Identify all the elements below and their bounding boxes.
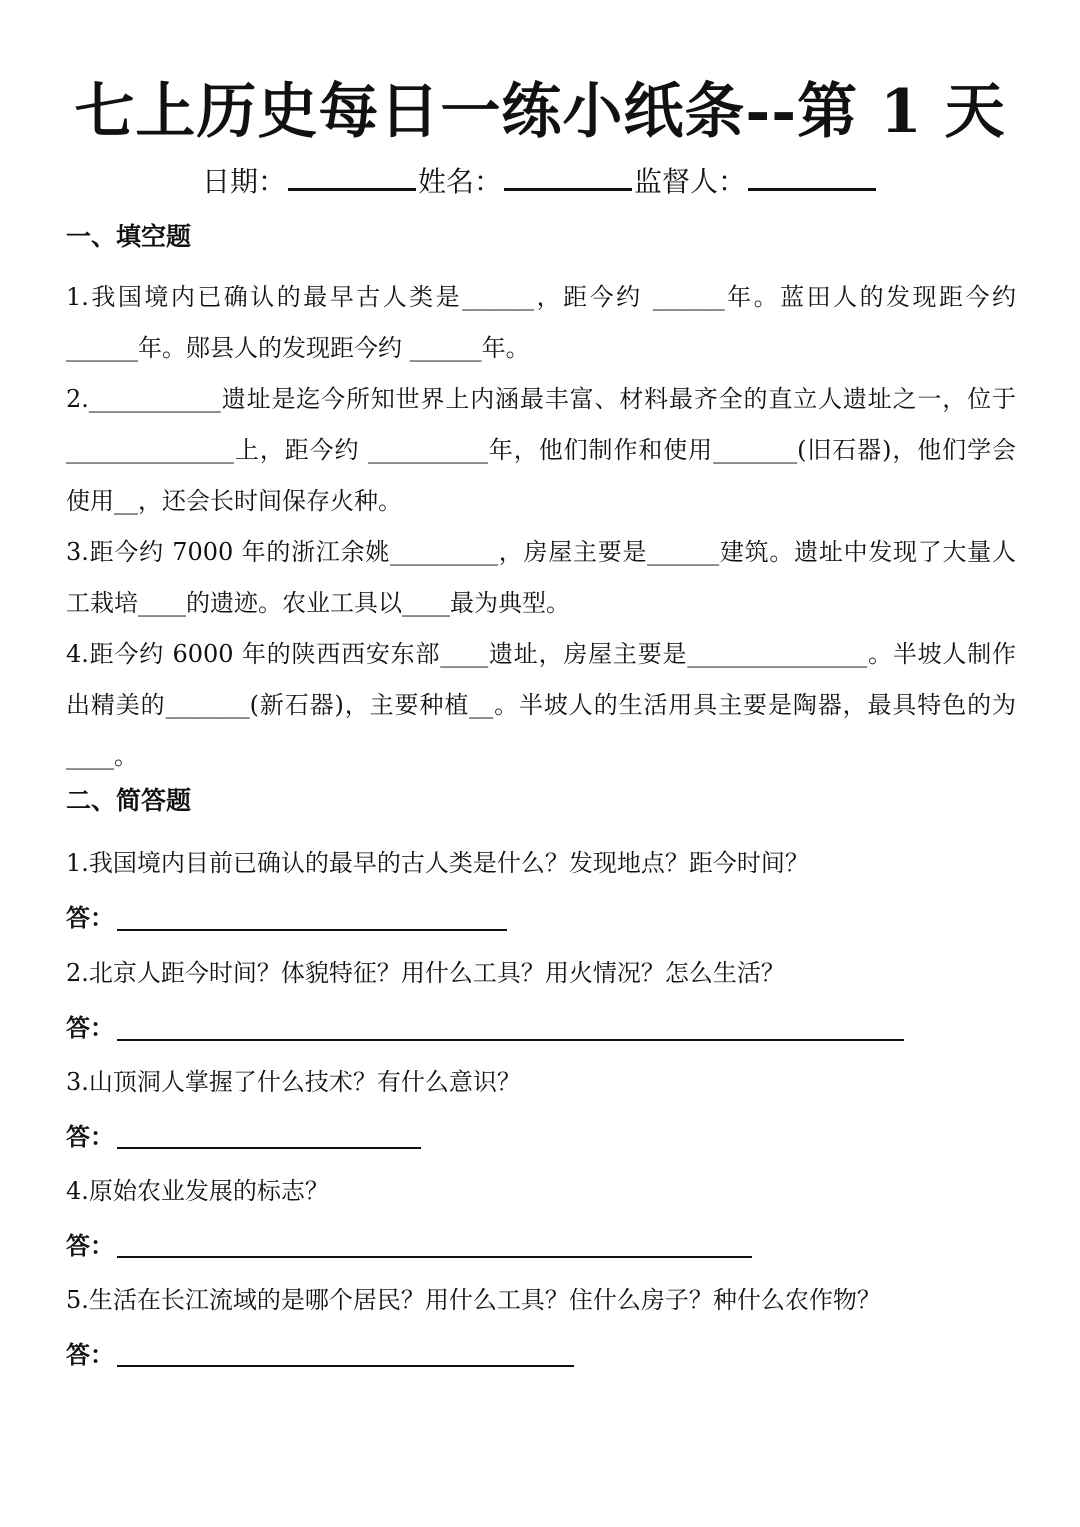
answer-label: 答： [66,1013,114,1042]
answer-line-4[interactable] [117,1256,752,1258]
date-label: 日期： [201,165,286,198]
answer-label: 答： [66,1122,114,1151]
answer-label: 答： [66,1231,114,1260]
supervisor-label: 监督人： [634,165,747,198]
section-fill-blank-heading: 一、填空题 [66,222,192,251]
fill-blank-question-3: 3.距今约 7000 年的浙江余姚_________，房屋主要是______建筑。遗址中发现了大量人工栽培____的遗迹。农业工具以____最为典型。 [66,538,1016,617]
page-title: 七上历史每日一练小纸条--第 1 天 [74,77,1006,147]
short-answer-question-5: 5.生活在长江流域的是哪个居民？用什么工具？住什么房子？种什么农作物？ [66,1286,881,1314]
fill-blank-question-2: 2.___________遗址是迄今所知世界上内涵最丰富、材料最齐全的直立人遗址之一，位于______________上，距今约 __________年，他们制作和使用_______(旧石器)，他们学会使用__，还会长时间保存火种。 [66,385,1016,515]
answer-line-1[interactable] [117,929,507,931]
section-short-answer-heading: 二、简答题 [66,786,192,815]
answer-line-3[interactable] [117,1147,421,1149]
fill-blank-question-1: 1.我国境内已确认的最早古人类是______，距今约 ______年。蓝田人的发现距今约 ______年。郧县人的发现距今约 ______年。 [66,283,1016,362]
supervisor-blank[interactable] [748,158,876,191]
answer-line-5[interactable] [117,1365,574,1367]
short-answer-question-2: 2.北京人距今时间？体貌特征？用什么工具？用火情况？怎么生活？ [66,959,785,987]
fill-blank-question-4: 4.距今约 6000 年的陕西西安东部____遗址，房屋主要是_______________。半坡人制作出精美的_______(新石器)，主要种植__。半坡人的生活用具主要是陶器，最具特色的为____。 [66,640,1016,770]
short-answer-question-1: 1.我国境内目前已确认的最早的古人类是什么？发现地点？距今时间？ [66,849,809,877]
short-answer-question-3: 3.山顶洞人掌握了什么技术？有什么意识？ [66,1068,521,1096]
short-answer-question-4: 4.原始农业发展的标志？ [66,1177,329,1205]
name-blank[interactable] [504,158,632,191]
date-blank[interactable] [288,158,416,191]
answer-line-2[interactable] [117,1039,904,1041]
header-fields [0,158,1080,204]
answer-label: 答： [66,903,114,932]
name-label: 姓名： [417,165,502,198]
answer-label: 答： [66,1340,114,1369]
